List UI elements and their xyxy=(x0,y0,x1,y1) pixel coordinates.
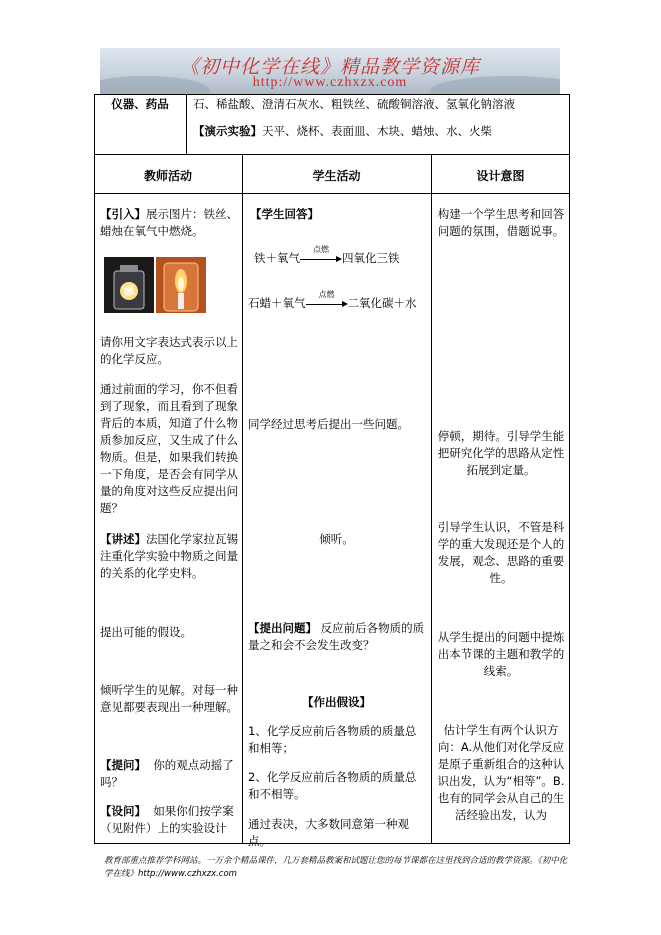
teacher-lecture xyxy=(100,531,238,582)
table-divider xyxy=(242,154,243,844)
design-text: 如果你们按学案（见附件）上的实验设计 xyxy=(100,804,234,835)
table-divider xyxy=(431,154,432,844)
iron-wire-burning-photo xyxy=(104,257,154,313)
eq1-condition: 点燃 xyxy=(313,244,329,254)
demo-text: 天平、烧杯、表面皿、木块、蜡烛、水、火柴 xyxy=(262,124,492,138)
eq2-arrow xyxy=(306,289,348,309)
student-hypothesis-1: 1、化学反应前后各物质的质量总和相等； xyxy=(248,724,417,755)
teacher-ask-equation: 请你用文字表达式表示以上的化学反应。 xyxy=(100,335,238,366)
student-hypothesis-tag: 【作出假设】 xyxy=(302,695,371,709)
equation-candle xyxy=(248,289,417,311)
intro-tag: 【引入】 xyxy=(100,207,146,221)
table-divider xyxy=(186,94,187,154)
student-propose xyxy=(248,620,426,654)
design-note-2: 停顿，期待。引导学生能把研究化学的思路从定性拓展到定量。 xyxy=(437,429,565,477)
student-think: 同学经过思考后提出一些问题。 xyxy=(248,417,409,431)
student-listen: 倾听。 xyxy=(319,532,354,546)
design-note-4: 从学生提出的问题中提炼出本节课的主题和教学的线索。 xyxy=(437,630,565,678)
intro-text: 展示图片：铁丝、蜡烛在氧气中燃烧。 xyxy=(100,207,238,238)
materials-label: 仪器、药品 xyxy=(111,97,169,111)
header-student: 学生活动 xyxy=(312,169,361,183)
candle-burning-photo xyxy=(156,257,206,313)
banner-url[interactable]: http://www.czhxzx.com xyxy=(252,75,408,90)
propose-text: 反应前后各物质的质量之和会不会发生改变？ xyxy=(248,621,425,652)
teacher-question xyxy=(100,757,238,791)
teacher-transition: 通过前面的学习，你不但看到了现象，而且看到了现象背后的本质，知道了什么物质参加反应，又生成了什么物质。但是，如果我们转换一下角度，是否会有同学从量的角度对这些反应提出问题？ xyxy=(100,382,238,515)
teacher-listen: 倾听学生的见解。对每一种意见都要表现出一种理解。 xyxy=(100,683,238,714)
iron-wire-burning-image xyxy=(104,257,154,313)
eq2-reactants: 石蜡＋氧气 xyxy=(248,296,306,310)
lecture-tag: 【讲述】 xyxy=(100,532,146,546)
candle-burning-image xyxy=(156,257,206,313)
eq2-products: 二氧化碳＋水 xyxy=(347,296,417,310)
header-banner xyxy=(100,48,560,94)
design-tag: 【设问】 xyxy=(100,804,146,818)
lecture-text: 法国化学家拉瓦锡注重化学实验中物质之间量的关系的化学史料。 xyxy=(100,532,238,580)
propose-tag: 【提出问题】 xyxy=(248,621,317,635)
header-design: 设计意图 xyxy=(476,169,525,183)
table-divider xyxy=(94,193,570,194)
eq2-condition: 点燃 xyxy=(318,289,335,299)
eq1-products: 四氧化三铁 xyxy=(342,251,400,265)
design-note-3: 引导学生认识，不管是科学的重大发现还是个人的发展，观念、思路的重要性。 xyxy=(437,520,565,585)
design-note-1: 构建一个学生思考和回答问题的氛围，借题说事。 xyxy=(437,207,565,238)
demo-label: 【演示实验】 xyxy=(193,124,262,138)
equation-iron xyxy=(254,244,400,266)
question-tag: 【提问】 xyxy=(100,758,146,772)
teacher-hypothesis-prompt: 提出可能的假设。 xyxy=(100,625,192,639)
student-answer-tag: 【学生回答】 xyxy=(250,207,319,221)
student-hypothesis-2: 2、化学反应前后各物质的质量总和不相等。 xyxy=(248,770,417,801)
teacher-intro xyxy=(100,206,238,240)
design-note-5: 估计学生有两个认识方向：A.从他们对化学反应是原子重新组合的这种认识出发，认为“相等”。B.也有的同学会从自己的生活经验出发，认为 xyxy=(437,723,565,822)
question-text: 你的观点动摇了吗？ xyxy=(100,758,234,789)
footer-note: 教育部重点推荐学科网站。一万余个精品课件，几万套精品教案和试题让您的每节课都在这里找到合适的教学资源。《初中化学在线》http://www.czhxzx.com xyxy=(104,856,568,879)
demo-materials xyxy=(193,123,568,140)
materials-list: 石、稀盐酸、澄清石灰水、粗铁丝、硫酸铜溶液、氢氧化钠溶液 xyxy=(193,97,515,111)
banner-title: 《初中化学在线》精品教学资源库 xyxy=(179,56,480,78)
eq1-arrow xyxy=(300,244,342,264)
header-teacher: 教师活动 xyxy=(143,169,192,183)
teacher-design xyxy=(100,803,238,837)
table-divider xyxy=(94,154,570,155)
student-vote: 通过表决，大多数同意第一种观点。 xyxy=(248,817,409,848)
eq1-reactants: 铁＋氧气 xyxy=(254,251,300,265)
